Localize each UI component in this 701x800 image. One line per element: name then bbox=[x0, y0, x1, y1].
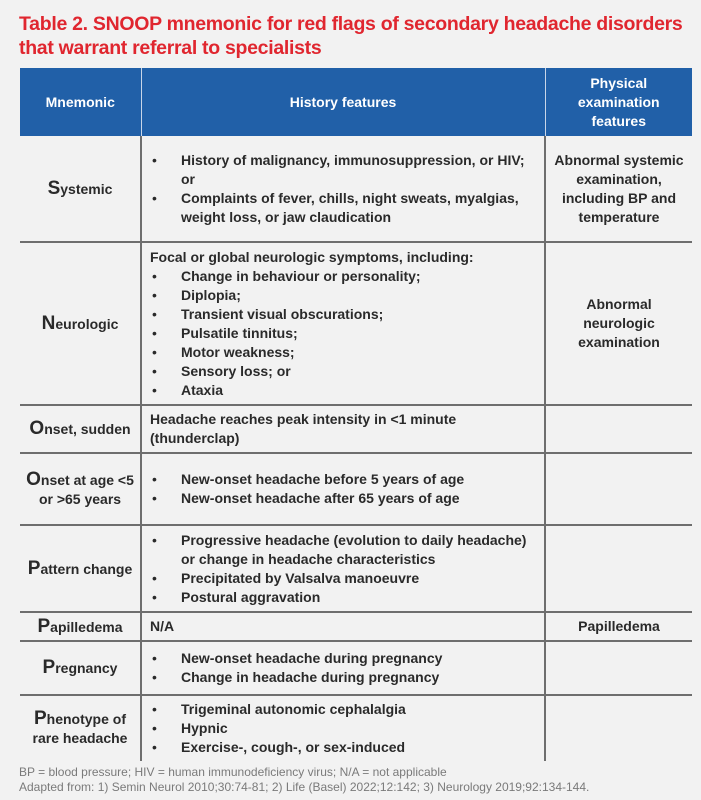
list-item: • Change in headache during pregnancy bbox=[150, 668, 536, 687]
table-title: Table 2. SNOOP mnemonic for red flags of secondary headache disorders that warrant referral to specialists bbox=[19, 13, 683, 59]
list-item: • Progressive headache (evolution to daily headache) or change in headache characteristics bbox=[150, 531, 536, 569]
mnemonic-initial: S bbox=[47, 177, 61, 199]
abbreviations-note: BP = blood pressure; HIV = human immunodeficiency virus; N/A = not applicable bbox=[19, 765, 447, 779]
table-row bbox=[20, 453, 692, 525]
mnemonic-rest: henotype of rare headache bbox=[32, 711, 128, 746]
exam-cell: Abnormal neurologic examination bbox=[545, 242, 692, 405]
header-history: History features bbox=[141, 68, 545, 136]
history-list bbox=[150, 531, 536, 607]
list-item: • Postural aggravation bbox=[150, 588, 536, 607]
history-list bbox=[150, 700, 536, 757]
mnemonic-rest: nset, sudden bbox=[44, 421, 131, 437]
exam-cell: Papilledema bbox=[545, 612, 692, 641]
list-item: • Hypnic bbox=[150, 719, 536, 738]
list-item: • Trigeminal autonomic cephalalgia bbox=[150, 700, 536, 719]
mnemonic-rest: apilledema bbox=[50, 618, 123, 635]
mnemonic-initial: O bbox=[29, 418, 45, 439]
exam-cell bbox=[545, 641, 692, 695]
list-item: • Motor weakness; bbox=[150, 343, 536, 362]
history-list bbox=[150, 151, 536, 227]
mnemonic-initial: P bbox=[37, 615, 51, 637]
header-row bbox=[20, 68, 692, 136]
history-cell bbox=[141, 641, 545, 695]
mnemonic-cell bbox=[20, 453, 141, 525]
source-note: Adapted from: 1) Semin Neurol 2010;30:74-81; 2) Life (Basel) 2022;12:142; 3) Neurology 2019;92:134-144. bbox=[19, 780, 590, 794]
header-exam: Physical examination features bbox=[545, 68, 692, 136]
list-item: • Diplopia; bbox=[150, 286, 536, 305]
list-item: • Precipitated by Valsalva manoeuvre bbox=[150, 569, 536, 588]
history-cell bbox=[141, 695, 545, 761]
history-cell: Headache reaches peak intensity in <1 minute (thunderclap) bbox=[141, 405, 545, 453]
exam-cell bbox=[545, 405, 692, 453]
list-item: • New-onset headache during pregnancy bbox=[150, 649, 536, 668]
history-list bbox=[150, 470, 536, 508]
mnemonic-cell bbox=[20, 695, 141, 761]
table-row bbox=[20, 136, 692, 242]
table-row bbox=[20, 641, 692, 695]
list-item: • Sensory loss; or bbox=[150, 362, 536, 381]
mnemonic-initial: P bbox=[42, 657, 56, 678]
mnemonic-rest: attern change bbox=[40, 560, 133, 577]
exam-cell bbox=[545, 695, 692, 761]
list-item: • New-onset headache after 65 years of age bbox=[150, 489, 536, 508]
history-cell bbox=[141, 525, 545, 612]
table-row bbox=[20, 242, 692, 405]
list-item: • New-onset headache before 5 years of age bbox=[150, 470, 536, 489]
list-item: • Transient visual obscurations; bbox=[150, 305, 536, 324]
table-row bbox=[20, 695, 692, 761]
mnemonic-cell bbox=[20, 405, 141, 453]
mnemonic-rest: regnancy bbox=[55, 660, 118, 676]
mnemonic-rest: nset at age <5 or >65 years bbox=[38, 471, 134, 507]
mnemonic-initial: N bbox=[41, 312, 56, 334]
exam-cell: Abnormal systemic examination, including BP and temperature bbox=[545, 136, 692, 242]
header-mnemonic: Mnemonic bbox=[20, 68, 141, 136]
history-cell bbox=[141, 136, 545, 242]
table-footnote bbox=[19, 765, 589, 795]
list-item: • Change in behaviour or personality; bbox=[150, 267, 536, 286]
snoop-table bbox=[20, 68, 692, 761]
history-cell bbox=[141, 242, 545, 405]
history-list bbox=[150, 267, 536, 400]
history-cell bbox=[141, 453, 545, 525]
table-row bbox=[20, 405, 692, 453]
mnemonic-cell bbox=[20, 136, 141, 242]
mnemonic-cell bbox=[20, 641, 141, 695]
mnemonic-initial: P bbox=[33, 708, 47, 729]
history-list bbox=[150, 649, 536, 687]
mnemonic-initial: P bbox=[27, 557, 41, 579]
list-item: • Pulsatile tinnitus; bbox=[150, 324, 536, 343]
list-item: • Ataxia bbox=[150, 381, 536, 400]
mnemonic-rest: ystemic bbox=[60, 180, 113, 197]
exam-cell bbox=[545, 453, 692, 525]
list-item: • Complaints of fever, chills, night sweats, myalgias, weight loss, or jaw claudication bbox=[150, 189, 536, 227]
mnemonic-cell bbox=[20, 242, 141, 405]
mnemonic-rest: eurologic bbox=[55, 315, 119, 332]
table-row bbox=[20, 612, 692, 641]
history-cell: N/A bbox=[141, 612, 545, 641]
mnemonic-initial: O bbox=[26, 468, 41, 490]
table-row bbox=[20, 525, 692, 612]
history-intro: Focal or global neurologic symptoms, including: bbox=[150, 248, 474, 265]
exam-cell bbox=[545, 525, 692, 612]
list-item: • Exercise-, cough-, or sex-induced bbox=[150, 738, 536, 757]
list-item: • History of malignancy, immunosuppression, or HIV; or bbox=[150, 151, 536, 189]
mnemonic-cell bbox=[20, 612, 141, 641]
mnemonic-cell bbox=[20, 525, 141, 612]
